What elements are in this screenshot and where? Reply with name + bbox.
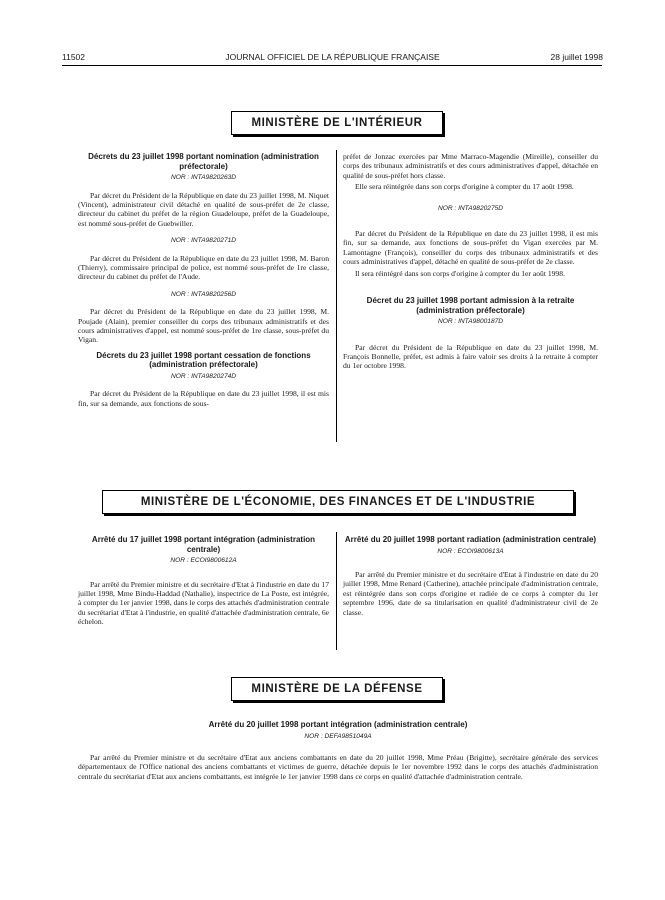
decree-title: Arrêté du 17 juillet 1998 portant intégration (administration centrale) (91, 535, 316, 554)
decree-paragraph: Par décret du Président de la République en date du 23 juillet 1998, il est mis fin, sur sa demande, aux fonctions de sous- (78, 389, 329, 408)
nor-reference: NOR : DEFA9851049A (304, 732, 372, 740)
decree-paragraph: Elle sera réintégrée dans son corps d'origine à compter du 17 août 1998. (355, 182, 574, 192)
economie-right-column (343, 535, 598, 619)
nor-reference: NOR : INTA9820271D (170, 237, 237, 245)
ministry-economie-title: MINISTÈRE DE L'ÉCONOMIE, DES FINANCES ET DE L'INDUSTRIE (140, 496, 536, 508)
economie-left-column (78, 535, 329, 629)
defense-column (78, 720, 598, 783)
ministry-economie-box (102, 490, 574, 514)
decree-title: Arrêté du 20 juillet 1998 portant radiation (administration centrale) (344, 535, 597, 544)
nor-reference: NOR : INTA9800187D (437, 318, 504, 326)
ministry-defense-title: MINISTÈRE DE LA DÉFENSE (251, 683, 423, 695)
nor-reference: NOR : INTA9820263D (170, 174, 237, 182)
decree-paragraph: préfet de Jonzac exercées par Mme Marraco-Magendie (Mireille), conseiller du corps des tribunaux administratifs et des cours administratives d'appel, détachée en qualité de sous-préfet hors classe. (343, 152, 598, 180)
decree-title: Décrets du 23 juillet 1998 portant cessation de fonctions (administration préfectorale) (96, 350, 311, 370)
decree-title: Arrêté du 20 juillet 1998 portant intégration (administration centrale) (208, 720, 468, 729)
page-date: 28 juillet 1998 (550, 52, 603, 62)
decree-paragraph: Par arrêté du Premier ministre et du secrétaire d'Etat aux anciens combattants en date du 20 juillet 1998, Mme Préau (Brigitte), secrétaire générale des services départementaux de l'Office national des anciens combattants et victimes de guerre, détachée depuis le 1er novembre 1992 dans le corps des attachés d'administration centrale du secrétariat d'Etat aux anciens combattants, est intégrée le 1er janvier 1998 dans ce corps en qualité d'attachée d'administration centrale. (78, 753, 598, 781)
nor-reference: NOR : INTA9820256D (170, 290, 237, 298)
decree-paragraph: Par décret du Président de la République en date du 23 juillet 1998, M. Niquet (Vincent), administrateur civil détaché en qualité de sous-préfet de 2e classe, directeur du cabinet du préfet de la région Guadeloupe, préfet de la Guadeloupe, est nommé sous-préfet de Guebwiller. (78, 190, 329, 228)
nor-reference: NOR : INTA9820275D (437, 204, 504, 212)
decree-title: Décret du 23 juillet 1998 portant admission à la retraite (administration préfectorale) (366, 296, 575, 315)
decree-paragraph: Par décret du Président de la République en date du 23 juillet 1998, M. Poujade (Alain), premier conseiller du corps des tribunaux administratifs et des cours administratives d'appel, est nommé sous-préfet de 1re classe, sous-préfet du Vigan. (78, 307, 329, 345)
nor-reference: NOR : ECOI9800613A (437, 547, 504, 555)
column-divider (336, 150, 337, 442)
journal-title: JOURNAL OFFICIEL DE LA RÉPUBLIQUE FRANÇAISE (225, 52, 440, 62)
decree-title: Décrets du 23 juillet 1998 portant nomination (administration préfectorale) (88, 152, 319, 171)
decree-paragraph: Par décret du Président de la République en date du 23 juillet 1998, M. François Bonnelle, préfet, est admis à faire valoir ses droits à la retraite à compter du 1er octobre 1998. (343, 342, 598, 371)
decree-paragraph: Par arrêté du Premier ministre et du secrétaire d'Etat à l'industrie en date du 17 juillet 1998, Mme Bindu-Haddad (Nathalie), inspectrice de La Poste, est intégrée, à compter du 1er janvier 1998, dans le corps des attachés d'administration centrale du secrétariat d'Etat à l'industrie, en qualité d'attachée d'administration centrale, 6e échelon. (78, 579, 329, 627)
ministry-interieur-box (231, 111, 443, 135)
page-number: 11502 (62, 52, 86, 62)
decree-paragraph: Par arrêté du Premier ministre et du secrétaire d'Etat à l'industrie en date du 20 juillet 1998, Mme Renard (Catherine), attachée principale d'administration centrale, est réintégrée dans son corps d'origine et radiée de ce corps à compter du 1er septembre 1996, date de sa titularisation en qualité d'administrateur civil de 2e classe. (343, 570, 598, 617)
header-rule (62, 65, 602, 66)
decree-paragraph: Par décret du Président de la République en date du 23 juillet 1998, M. Baron (Thierry), commissaire principal de police, est nommé sous-préfet de 1re classe, directeur du cabinet du préfet de l'Aude. (78, 253, 329, 282)
nor-reference: NOR : ECOI9800612A (170, 557, 237, 565)
decree-paragraph: Par décret du Président de la République en date du 23 juillet 1998, il est mis fin, sur sa demande, aux fonctions de sous-préfet du Vigan exercées par M. Lamontagne (François), conseiller du corps des tribunaux administratifs et des cours administratives d'appel, détaché en qualité de sous-préfet de 2e classe. (343, 229, 598, 267)
interieur-left-column (78, 152, 329, 410)
column-divider (336, 532, 337, 650)
decree-paragraph: Il sera réintégré dans son corps d'origine à compter du 1er août 1998. (355, 268, 565, 278)
interieur-right-column (343, 152, 598, 373)
ministry-interieur-title: MINISTÈRE DE L'INTÉRIEUR (251, 117, 423, 129)
nor-reference: NOR : INTA9820274D (170, 373, 237, 381)
ministry-defense-box (231, 677, 443, 701)
